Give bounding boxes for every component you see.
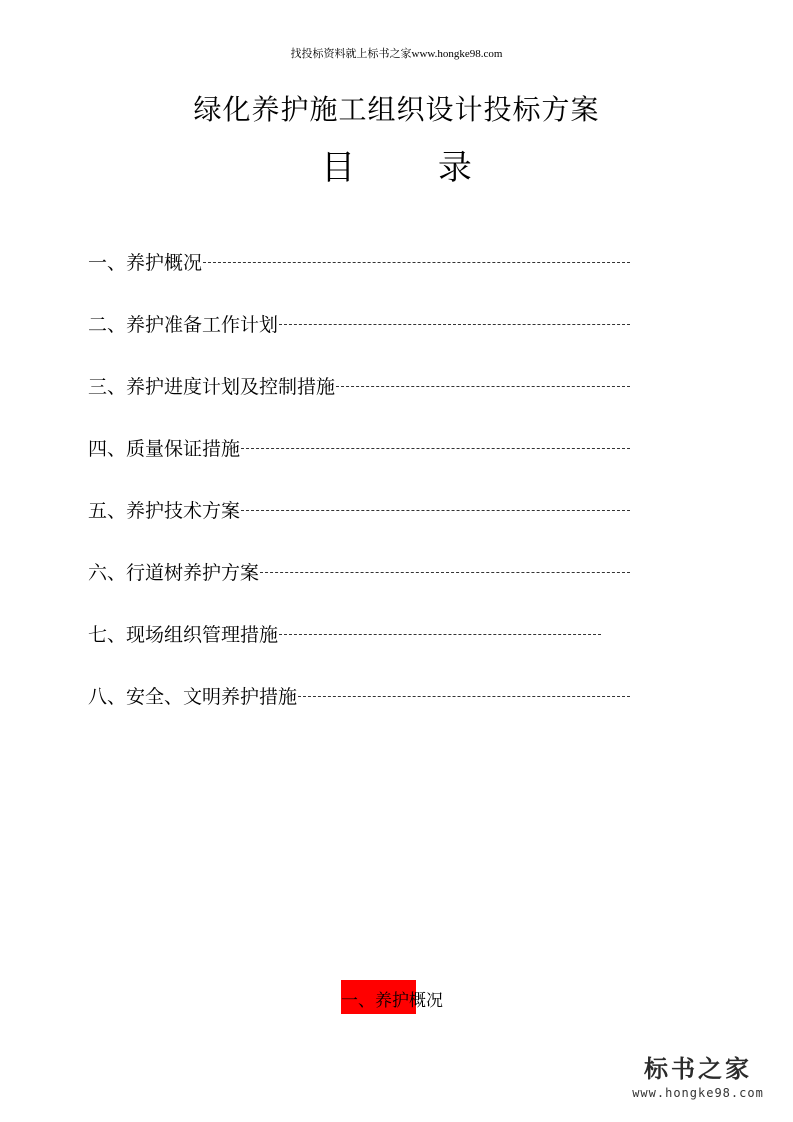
toc-entry-label: 七、现场组织管理措施	[88, 624, 279, 646]
toc-entry[interactable]	[88, 248, 630, 278]
watermark-logo	[623, 1049, 773, 1100]
toc-entry-label: 三、养护进度计划及控制措施	[88, 376, 336, 398]
toc-dot-leader	[279, 633, 601, 635]
toc-entry-label: 四、质量保证措施	[88, 438, 241, 460]
watermark-logo-text: 标书之家	[644, 1055, 752, 1083]
toc-dot-leader	[279, 323, 630, 325]
toc-entry-label: 五、养护技术方案	[88, 500, 241, 522]
toc-entry-label: 一、养护概况	[88, 252, 203, 274]
toc-dot-leader	[241, 509, 630, 511]
toc-entry[interactable]	[88, 434, 630, 464]
document-title: 绿化养护施工组织设计投标方案	[193, 93, 600, 126]
watermark-url: www.hongke98.com	[632, 1086, 764, 1100]
toc-dot-leader	[298, 695, 630, 697]
toc-entry[interactable]	[88, 372, 630, 402]
toc-entry-label: 六、行道树养护方案	[88, 562, 260, 584]
toc-heading: 目 录	[321, 148, 508, 188]
toc-entry[interactable]	[88, 310, 630, 340]
toc-entry[interactable]	[88, 496, 630, 526]
toc-entry-label: 八、安全、文明养护措施	[88, 686, 298, 708]
section-heading: 一、养护概况	[341, 991, 443, 1011]
toc-dot-leader	[260, 571, 630, 573]
toc-entry[interactable]	[88, 682, 630, 712]
toc-entry[interactable]	[88, 620, 601, 650]
header-note: 找投标资料就上标书之家www.hongke98.com	[290, 48, 503, 60]
toc-dot-leader	[336, 385, 630, 387]
toc-dot-leader	[203, 261, 630, 263]
toc-entry-label: 二、养护准备工作计划	[88, 314, 279, 336]
toc-entry[interactable]	[88, 558, 630, 588]
toc-dot-leader	[241, 447, 630, 449]
